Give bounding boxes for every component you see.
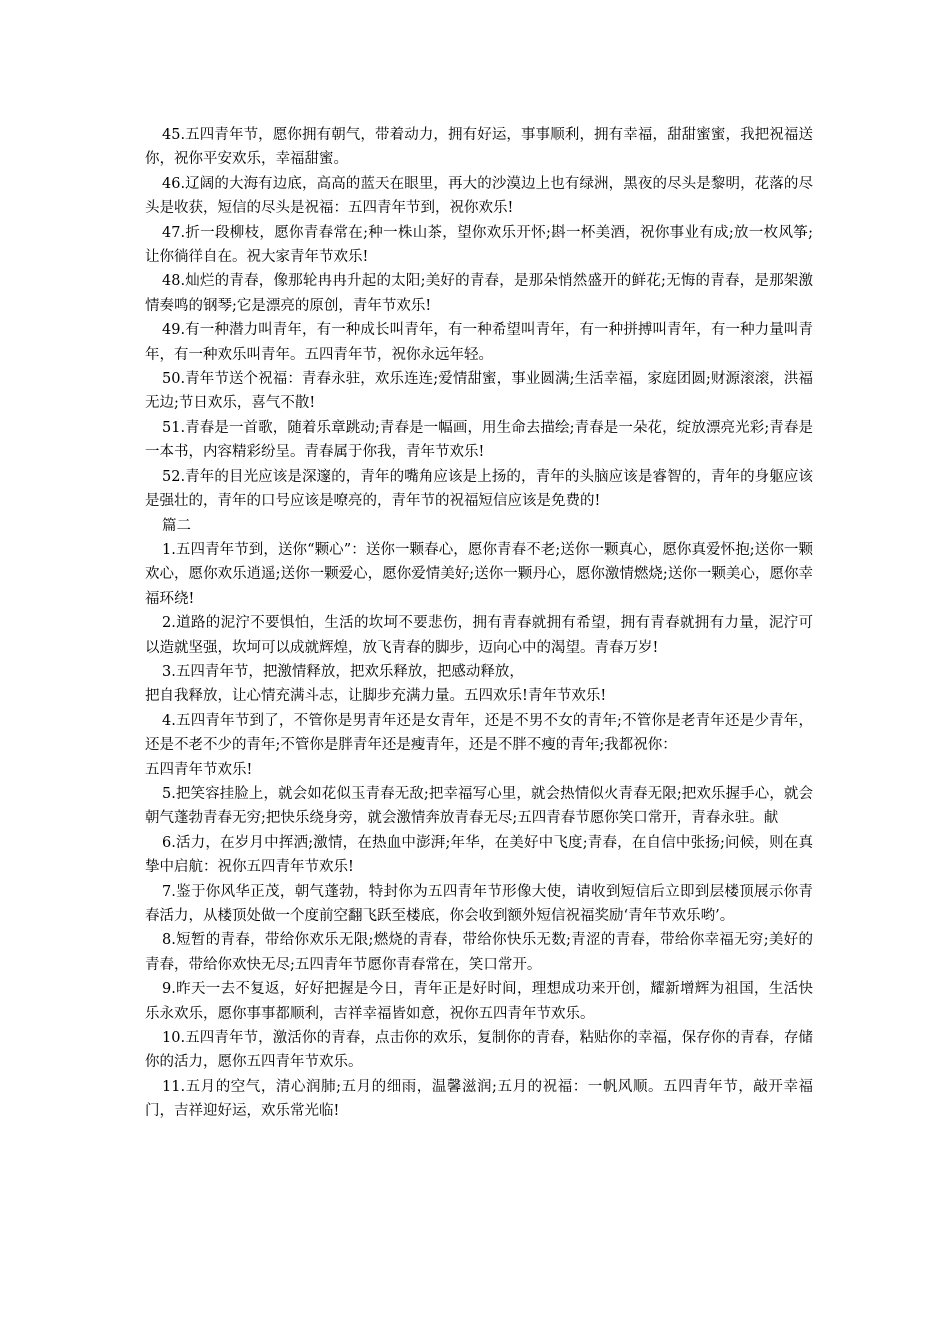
paragraph-4-continued: 五四青年节欢乐! bbox=[145, 761, 253, 778]
paragraph-52: 52.青年的目光应该是深邃的，青年的嘴角应该是上扬的，青年的头脑应该是睿智的，青年的身躯应该是强壮的，青年的口号应该是嘹亮的，青年节的祝福短信应该是免费的! bbox=[145, 468, 813, 510]
document-page bbox=[145, 123, 813, 1124]
section-title: 篇二 bbox=[162, 517, 191, 534]
paragraph-11: 11.五月的空气，清心润肺;五月的细雨，温馨滋润;五月的祝福：一帆风顺。五四青年节，敲开幸福门，吉祥迎好运，欢乐常光临! bbox=[145, 1078, 813, 1120]
paragraph-9: 9.昨天一去不复返，好好把握是今日，青年正是好时间，理想成功来开创，耀新增辉为祖国，生活快乐永欢乐，愿你事事都顺利，吉祥幸福皆如意，祝你五四青年节欢乐。 bbox=[145, 981, 813, 1022]
paragraph-3: 3.五四青年节，把激情释放，把欢乐释放，把感动释放， bbox=[162, 663, 524, 680]
paragraph-47: 47.折一段柳枝，愿你青春常在;种一株山茶，望你欢乐开怀;斟一杯美酒，祝你事业有成;放一枚风筝;让你徜徉自在。祝大家青年节欢乐! bbox=[145, 224, 813, 266]
paragraph-10: 10.五四青年节，激活你的青春，点击你的欢乐，复制你的青春，粘贴你的幸福，保存你的青春，存储你的活力，愿你五四青年节欢乐。 bbox=[145, 1030, 813, 1071]
paragraph-2: 2.道路的泥泞不要惧怕，生活的坎坷不要悲伤，拥有青春就拥有希望，拥有青春就拥有力量，泥泞可以造就坚强，坎坷可以成就辉煌，放飞青春的脚步，迈向心中的渴望。青春万岁! bbox=[145, 615, 813, 656]
paragraph-7: 7.鉴于你风华正茂，朝气蓬勃，特封你为五四青年节形像大使，请收到短信后立即到层楼顶展示你青春活力，从楼顶处做一个度前空翻飞跃至楼底，你会收到额外短信祝福奖励‘青年节欢乐哟’。 bbox=[145, 883, 813, 924]
paragraph-5: 5.把笑容挂脸上，就会如花似玉青春无敌;把幸福写心里，就会热情似火青春无限;把欢乐握手心，就会朝气蓬勃青春无穷;把快乐绕身旁，就会激情奔放青春无尽;五四青春节愿你笑口常开，青春永驻。献 bbox=[145, 785, 813, 827]
paragraph-48: 48.灿烂的青春，像那轮冉冉升起的太阳;美好的青春，是那朵悄然盛开的鲜花;无悔的青春，是那架激情奏鸣的钢琴;它是漂亮的原创，青年节欢乐! bbox=[145, 273, 813, 314]
paragraph-51: 51.青春是一首歌，随着乐章跳动;青春是一幅画，用生命去描绘;青春是一朵花，绽放漂亮光彩;青春是一本书，内容精彩纷呈。青春属于你我，青年节欢乐! bbox=[145, 419, 813, 461]
paragraph-46: 46.辽阔的大海有边底，高高的蓝天在眼里，再大的沙漠边上也有绿洲，黑夜的尽头是黎明，花落的尽头是收获，短信的尽头是祝福：五四青年节到，祝你欢乐! bbox=[145, 175, 813, 217]
paragraph-8: 8.短暂的青春，带给你欢乐无限;燃烧的青春，带给你快乐无数;青涩的青春，带给你幸福无穷;美好的青春，带给你欢快无尽;五四青年节愿你青春常在，笑口常开。 bbox=[145, 932, 813, 973]
paragraph-1: 1.五四青年节到，送你“颗心”：送你一颗春心，愿你青春不老;送你一颗真心，愿你真爱怀抱;送你一颗欢心，愿你欢乐逍遥;送你一颗爱心，愿你爱情美好;送你一颗丹心，愿你激情燃烧;送你一颗美心，愿你幸福环绕! bbox=[145, 541, 813, 607]
paragraph-3-continued: 把自我释放，让心情充满斗志，让脚步充满力量。五四欢乐!青年节欢乐! bbox=[145, 688, 607, 705]
paragraph-49: 49.有一种潜力叫青年，有一种成长叫青年，有一种希望叫青年，有一种拼搏叫青年，有一种力量叫青年，有一种欢乐叫青年。五四青年节，祝你永远年轻。 bbox=[145, 322, 813, 363]
paragraph-4: 4.五四青年节到了，不管你是男青年还是女青年，还是不男不女的青年;不管你是老青年还是少青年，还是不老不少的青年;不管你是胖青年还是瘦青年，还是不胖不瘦的青年;我都祝你： bbox=[145, 712, 813, 754]
paragraph-50: 50.青年节送个祝福：青春永驻，欢乐连连;爱情甜蜜，事业圆满;生活幸福，家庭团圆;财源滚滚，洪福无边;节日欢乐，喜气不散! bbox=[145, 371, 813, 412]
paragraph-6: 6.活力，在岁月中挥洒;激情，在热血中澎湃;年华，在美好中飞度;青春，在自信中张扬;问候，则在真挚中启航：祝你五四青年节欢乐! bbox=[145, 834, 813, 876]
paragraph-45: 45.五四青年节，愿你拥有朝气，带着动力，拥有好运，事事顺利，拥有幸福，甜甜蜜蜜，我把祝福送你，祝你平安欢乐，幸福甜蜜。 bbox=[145, 127, 813, 168]
